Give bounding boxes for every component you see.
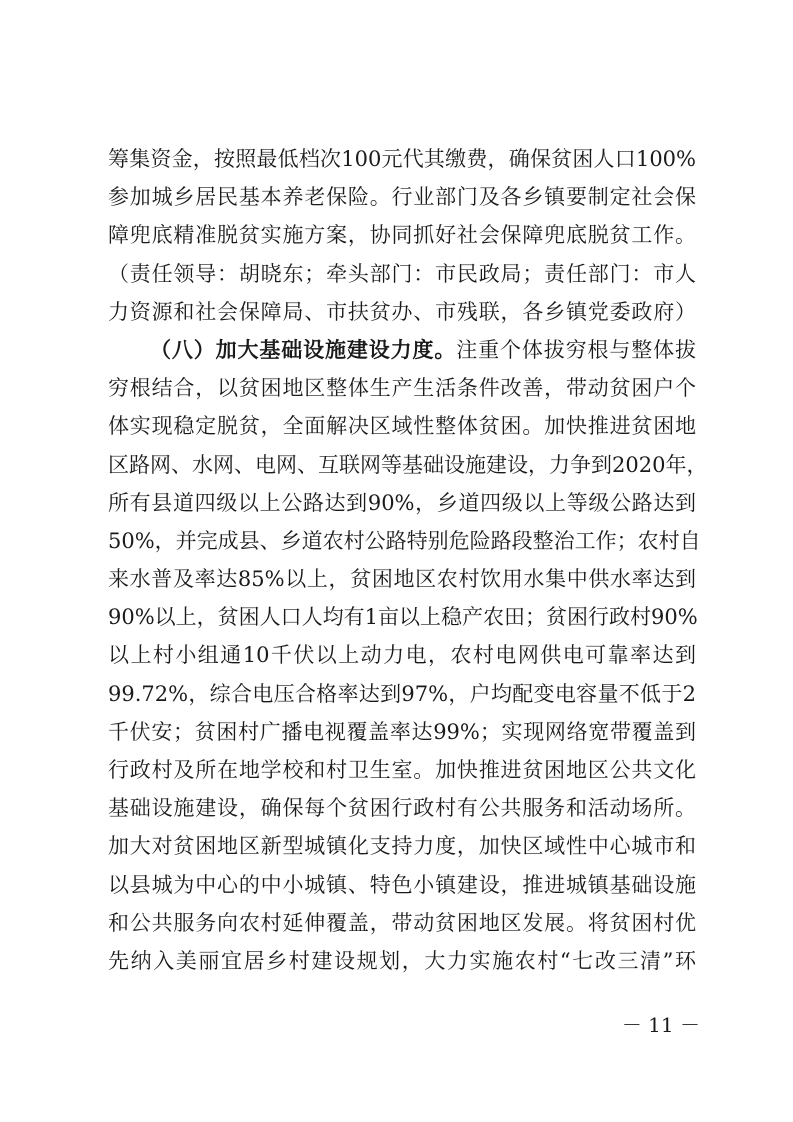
body-text xyxy=(108,140,708,980)
text-line: 以县城为中心的中小城镇、特色小镇建设，推进城镇基础设施 xyxy=(108,872,696,897)
text-line: 区路网、水网、电网、互联网等基础设施建设，力争到2020年， xyxy=(108,452,708,477)
text-line: 体实现稳定脱贫，全面解决区域性整体贫困。加快推进贫困地 xyxy=(108,414,696,439)
text-line: 穷根结合，以贫困地区整体生产生活条件改善，带动贫困户个 xyxy=(108,376,696,401)
text-line: 基础设施建设，确保每个贫困行政村有公共服务和活动场所。 xyxy=(108,796,696,821)
text-line: 参加城乡居民基本养老保险。行业部门及各乡镇要制定社会保 xyxy=(108,185,696,210)
text-line: 千伏安；贫困村广播电视覆盖率达99%；实现网络宽带覆盖到 xyxy=(108,719,696,744)
text-line: 障兜底精准脱贫实施方案，协同抓好社会保障兜底脱贫工作。 xyxy=(108,223,696,248)
text-line: 以上村小组通10千伏以上动力电，农村电网供电可靠率达到 xyxy=(108,643,696,668)
text-line: 所有县道四级以上公路达到90%，乡道四级以上等级公路达到 xyxy=(108,490,696,515)
text-line: 90%以上，贫困人口人均有1亩以上稳产农田；贫困行政村90% xyxy=(108,605,698,630)
text-line: 99.72%，综合电压合格率达到97%，户均配变电容量不低于2 xyxy=(108,681,696,706)
text-line: 50%，并完成县、乡道农村公路特别危险路段整治工作；农村自 xyxy=(108,528,701,553)
text-line: 来水普及率达85%以上，贫困地区农村饮用水集中供水率达到 xyxy=(108,567,696,592)
text-line: 行政村及所在地学校和村卫生室。加快推进贫困地区公共文化 xyxy=(108,758,696,782)
section-first-line xyxy=(108,331,696,369)
text-line: （责任领导：胡晓东；牵头部门：市民政局；责任部门：市人 xyxy=(108,261,696,286)
text-line: 加大对贫困地区新型城镇化支持力度，加快区域性中心城市和 xyxy=(108,834,696,859)
section-heading: （八）加大基础设施建设力度。 xyxy=(150,336,457,362)
text-line: 力资源和社会保障局、市扶贫办、市残联，各乡镇党委政府） xyxy=(108,299,696,324)
section-first-line-rest: 注重个体拔穷根与整体拔 xyxy=(456,337,696,362)
text-line: 筹集资金，按照最低档次100元代其缴费，确保贫困人口100% xyxy=(108,147,696,171)
text-line: 先纳入美丽宜居乡村建设规划，大力实施农村“七改三清”环 xyxy=(108,948,696,973)
text-line: 和公共服务向农村延伸覆盖，带动贫困地区发展。将贫困村优 xyxy=(108,910,696,935)
page-number: － 11 － xyxy=(621,1013,700,1037)
